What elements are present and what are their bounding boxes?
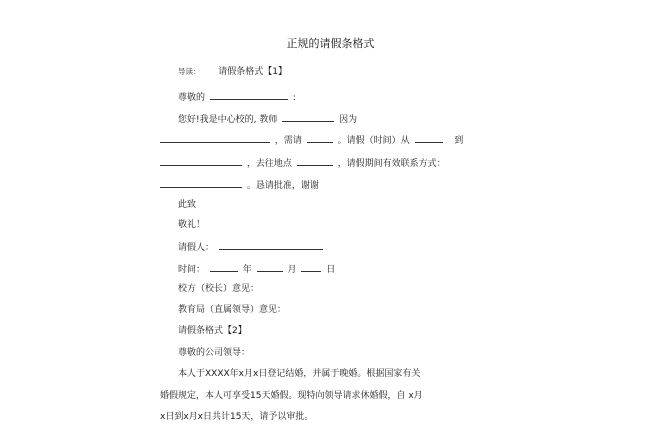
contact-blank <box>160 178 242 188</box>
intro-text: 请假条格式【1】 <box>218 67 287 77</box>
month-blank <box>257 262 283 272</box>
greeting-line <box>178 112 357 126</box>
form2-body-line-2: 婚假规定，本人可享受15天婚假。现特向领导请求休婚假，自 x月 <box>160 391 423 401</box>
applicant-line <box>178 240 325 254</box>
destination-blank <box>297 156 333 166</box>
day-blank <box>301 262 321 272</box>
year-text: 年 <box>242 265 252 275</box>
form2-heading: 请假条格式【2】 <box>178 326 247 336</box>
end-time-blank <box>160 156 242 166</box>
contact-text: ，请假期间有效联系方式： <box>337 159 446 169</box>
closing-line-1: 此致 <box>178 200 197 210</box>
to-text: 到 <box>454 136 464 146</box>
principal-opinion: 校方（校长）意见： <box>178 284 260 294</box>
start-time-blank <box>415 133 443 143</box>
destination-text: ，去往地点 <box>246 159 292 169</box>
month-text: 月 <box>287 265 297 275</box>
greeting-text-b: 因为 <box>339 115 358 125</box>
need-text: ，需请 <box>274 136 302 146</box>
applicant-blank <box>219 240 323 250</box>
time-label: 时间： <box>178 265 206 275</box>
request-text: 。恳请批准，谢谢 <box>246 181 319 191</box>
closing-line-2: 敬礼！ <box>178 220 206 230</box>
form2-salutation: 尊敬的公司领导： <box>178 348 251 358</box>
salutation-colon: : <box>292 93 296 103</box>
request-line <box>160 178 319 192</box>
year-blank <box>210 262 238 272</box>
day-text: 日 <box>326 265 336 275</box>
intro-line <box>178 66 287 78</box>
bureau-opinion: 教育局（直属领导）意见： <box>178 305 287 315</box>
destination-line <box>160 156 446 170</box>
document-title: 正规的请假条格式 <box>286 37 375 50</box>
salutation-blank <box>210 90 288 100</box>
teacher-name-blank <box>282 112 334 122</box>
form2-body-line-1: 本人于XXXX年x月x日登记结婚，并属于晚婚。根据国家有关 <box>178 369 421 379</box>
reason-blank <box>160 133 270 143</box>
leave-days-line <box>160 133 463 147</box>
greeting-text-a: 您好!我是中心校的, 教师 <box>178 115 278 125</box>
form2-body-line-3: x日到x月x日共计15天，请予以审批。 <box>160 412 314 422</box>
applicant-label: 请假人： <box>178 243 215 253</box>
intro-label: 导读： <box>178 67 201 76</box>
salutation-text: 尊敬的 <box>178 93 206 103</box>
days-blank <box>307 133 333 143</box>
leave-time-text: 。请假（时间）从 <box>337 136 410 146</box>
salutation-line <box>178 90 296 104</box>
date-line <box>178 262 335 276</box>
